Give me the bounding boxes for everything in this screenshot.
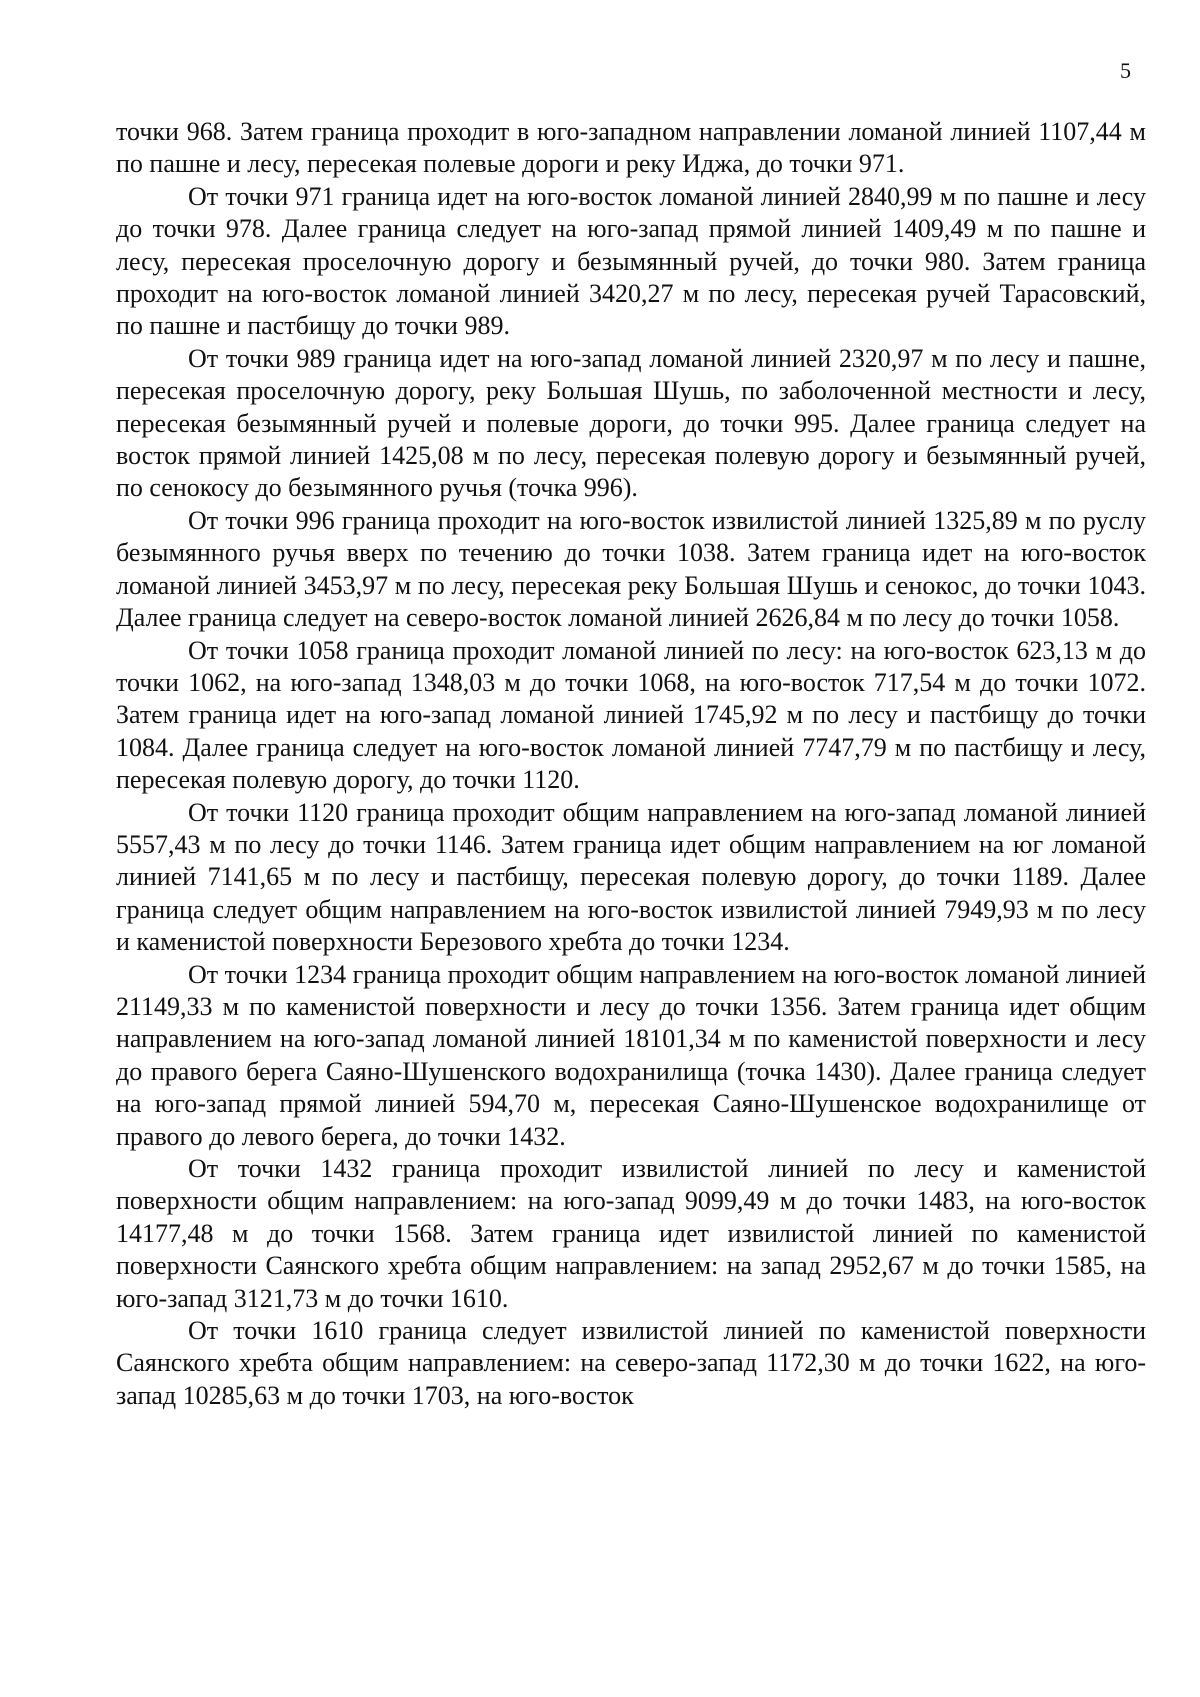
paragraph-9: От точки 1610 граница следует извилистой линией по каменистой поверхности Саянского хребта общим направлением: на северо-запад 1172,30 м до точки 1622, на юго-запад 10285,63 м до точки 1703, на юго-восток: [116, 1316, 1146, 1410]
paragraph-8: От точки 1432 граница проходит извилистой линией по лесу и каменистой поверхности общим направлением: на юго-запад 9099,49 м до точки 1483, на юго-восток 14177,48 м до точки 1568. Затем граница идет извилистой линией по каменистой поверхности Саянского хребта общим направлением: на запад 2952,67 м до точки 1585, на юго-запад 3121,73 м до точки 1610.: [116, 1154, 1146, 1313]
document-body: [116, 116, 1146, 1412]
paragraph-6: От точки 1120 граница проходит общим направлением на юго-запад ломаной линией 5557,43 м по лесу до точки 1146. Затем граница идет общим направлением на юг ломаной линией 7141,65 м по лесу и пастбищу, пересекая полевую дорогу, до точки 1189. Далее граница следует общим направлением на юго-восток извилистой линией 7949,93 м по лесу и каменистой поверхности Березового хребта до точки 1234.: [116, 797, 1146, 957]
paragraph-7: От точки 1234 граница проходит общим направлением на юго-восток ломаной линией 21149,33 м по каменистой поверхности и лесу до точки 1356. Затем граница идет общим направлением на юго-запад ломаной линией 18101,34 м по каменистой поверхности и лесу до правого берега Саяно-Шушенского водохранилища (точка 1430). Далее граница следует на юго-запад прямой линией 594,70 м, пересекая Саяно-Шушенское водохранилище от правого до левого берега, до точки 1432.: [116, 959, 1146, 1151]
page-number: 5: [1120, 58, 1131, 83]
paragraph-5: От точки 1058 граница проходит ломаной линией по лесу: на юго-восток 623,13 м до точки 1062, на юго-запад 1348,03 м до точки 1068, на юго-восток 717,54 м до точки 1072. Затем граница идет на юго-запад ломаной линией 1745,92 м по лесу и пастбищу до точки 1084. Далее граница следует на юго-восток ломаной линией 7747,79 м по пастбищу и лесу, пересекая полевую дорогу, до точки 1120.: [116, 635, 1146, 795]
paragraph-4: От точки 996 граница проходит на юго-восток извилистой линией 1325,89 м по руслу безымянного ручья вверх по течению до точки 1038. Затем граница идет на юго-восток ломаной линией 3453,97 м по лесу, пересекая реку Большая Шушь и сенокос, до точки 1043. Далее граница следует на северо-восток ломаной линией 2626,84 м по лесу до точки 1058.: [116, 505, 1146, 633]
paragraph-2: От точки 971 граница идет на юго-восток ломаной линией 2840,99 м по пашне и лесу до точки 978. Далее граница следует на юго-запад прямой линией 1409,49 м по пашне и лесу, пересекая проселочную дорогу и безымянный ручей, до точки 980. Затем граница проходит на юго-восток ломаной линией 3420,27 м по лесу, пересекая ручей Тарасовский, по пашне и пастбищу до точки 989.: [116, 181, 1146, 341]
paragraph-3: От точки 989 граница идет на юго-запад ломаной линией 2320,97 м по лесу и пашне, пересекая проселочную дорогу, реку Большая Шушь, по заболоченной местности и лесу, пересекая безымянный ручей и полевые дороги, до точки 995. Далее граница следует на восток прямой линией 1425,08 м по лесу, пересекая полевую дорогу и безымянный ручей, по сенокосу до безымянного ручья (точка 996).: [116, 343, 1146, 503]
paragraph-1: точки 968. Затем граница проходит в юго-западном направлении ломаной линией 1107,44 м по пашне и лесу, пересекая полевые дороги и реку Иджа, до точки 971.: [116, 117, 1146, 179]
